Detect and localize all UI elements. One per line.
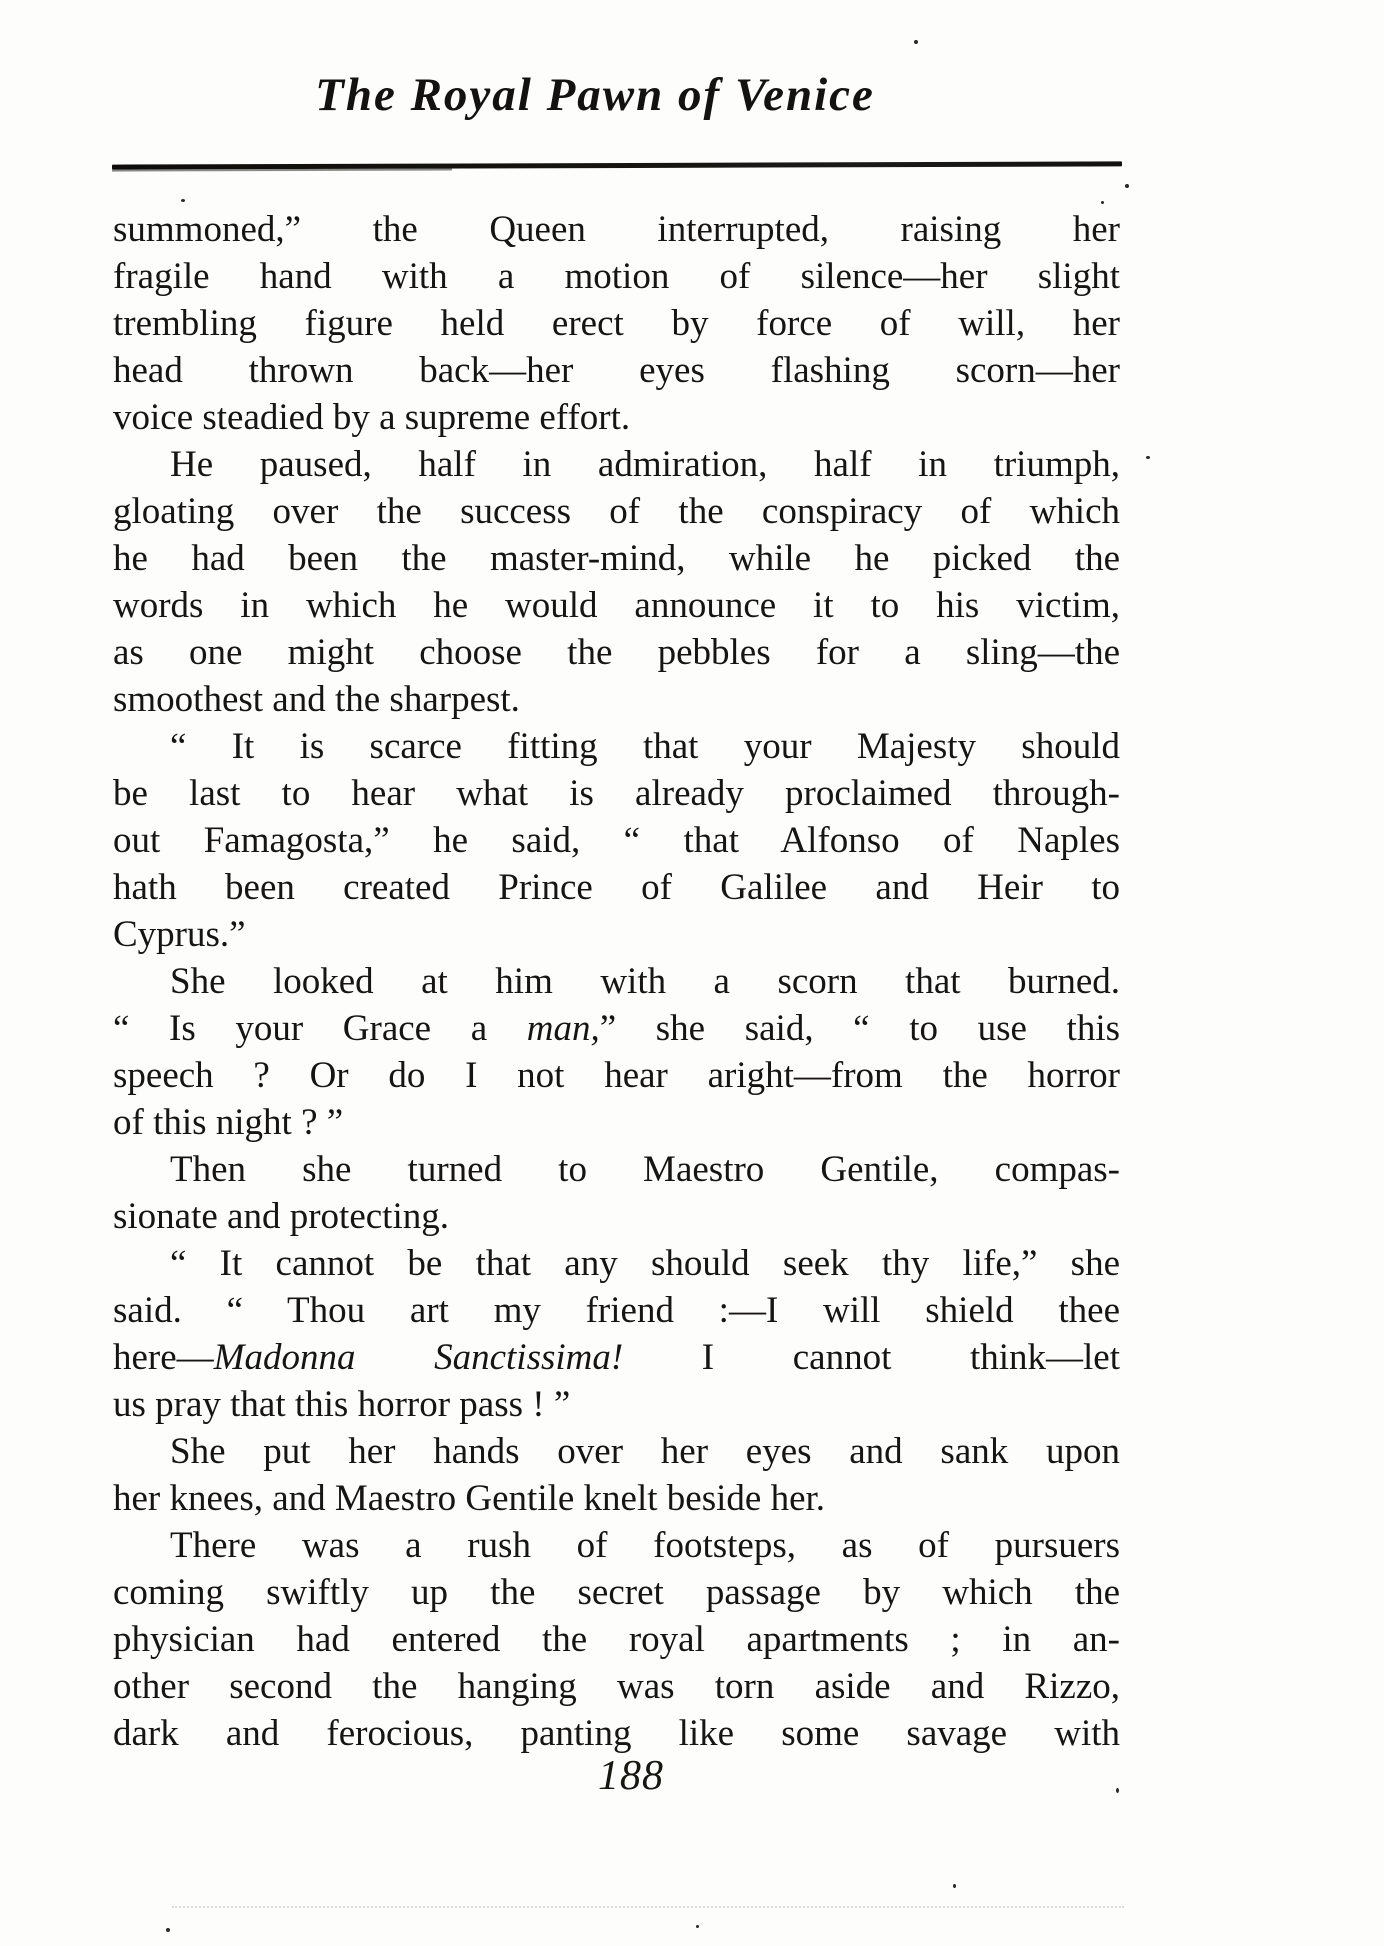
text-line: “ It is scarce fitting that your Majesty should [170,726,1120,767]
scan-speck [696,1925,699,1928]
text-line: be last to hear what is already proclaimed through- [113,773,1120,814]
text-block [113,206,1120,1757]
text-line: here—Madonna Sanctissima! I cannot think—let [113,1337,1120,1378]
text-line: said. “ Thou art my friend :—I will shield thee [113,1290,1120,1331]
text-line: out Famagosta,” he said, “ that Alfonso of Naples [113,820,1120,861]
text-line: coming swiftly up the secret passage by which the [113,1572,1120,1613]
text-line: sionate and protecting. [113,1196,449,1237]
scan-speck [181,199,185,202]
text-line: fragile hand with a motion of silence—her slight [113,256,1120,297]
text-line: her knees, and Maestro Gentile knelt beside her. [113,1478,826,1519]
running-head-title: The Royal Pawn of Venice [315,69,875,121]
page-number: 188 [598,1753,664,1799]
text-line: of this night ? ” [113,1102,344,1143]
scan-speck [953,1884,956,1888]
scan-speck [166,1928,170,1932]
text-line: smoothest and the sharpest. [113,679,520,720]
text-line: Cyprus.” [113,914,246,955]
text-line: She looked at him with a scorn that burned. [170,961,1120,1002]
scan-speck [914,40,918,44]
text-line: us pray that this horror pass ! ” [113,1384,571,1425]
text-line: head thrown back—her eyes flashing scorn—her [113,350,1120,391]
text-line: he had been the master-mind, while he picked the [113,538,1120,579]
text-line: voice steadied by a supreme effort. [113,397,631,438]
text-line: as one might choose the pebbles for a sling—the [113,632,1120,673]
text-line: speech ? Or do I not hear aright—from the horror [113,1055,1120,1096]
text-line: He paused, half in admiration, half in triumph, [170,444,1120,485]
text-line: physician had entered the royal apartments ; in an- [113,1619,1120,1660]
scan-speck [1125,184,1129,188]
text-line: hath been created Prince of Galilee and Heir to [113,867,1120,908]
text-line: There was a rush of footsteps, as of pursuers [170,1525,1120,1566]
text-line: She put her hands over her eyes and sank upon [170,1431,1120,1472]
text-line: “ Is your Grace a man,” she said, “ to use this [113,1008,1120,1049]
bottom-dotted-rule [172,1906,1124,1908]
scan-speck [1101,201,1104,204]
text-line: dark and ferocious, panting like some savage with [113,1713,1120,1754]
header-rule [112,161,1122,169]
text-line: gloating over the success of the conspiracy of which [113,491,1120,532]
text-line: Then she turned to Maestro Gentile, compas- [170,1149,1120,1190]
text-line: “ It cannot be that any should seek thy life,” she [170,1243,1120,1284]
text-line: trembling figure held erect by force of will, her [113,303,1120,344]
text-line: words in which he would announce it to his victim, [113,585,1120,626]
text-line: summoned,” the Queen interrupted, raising her [113,209,1120,250]
scan-speck [1146,456,1150,459]
scan-speck [1116,1788,1119,1793]
text-line: other second the hanging was torn aside and Rizzo, [113,1666,1120,1707]
